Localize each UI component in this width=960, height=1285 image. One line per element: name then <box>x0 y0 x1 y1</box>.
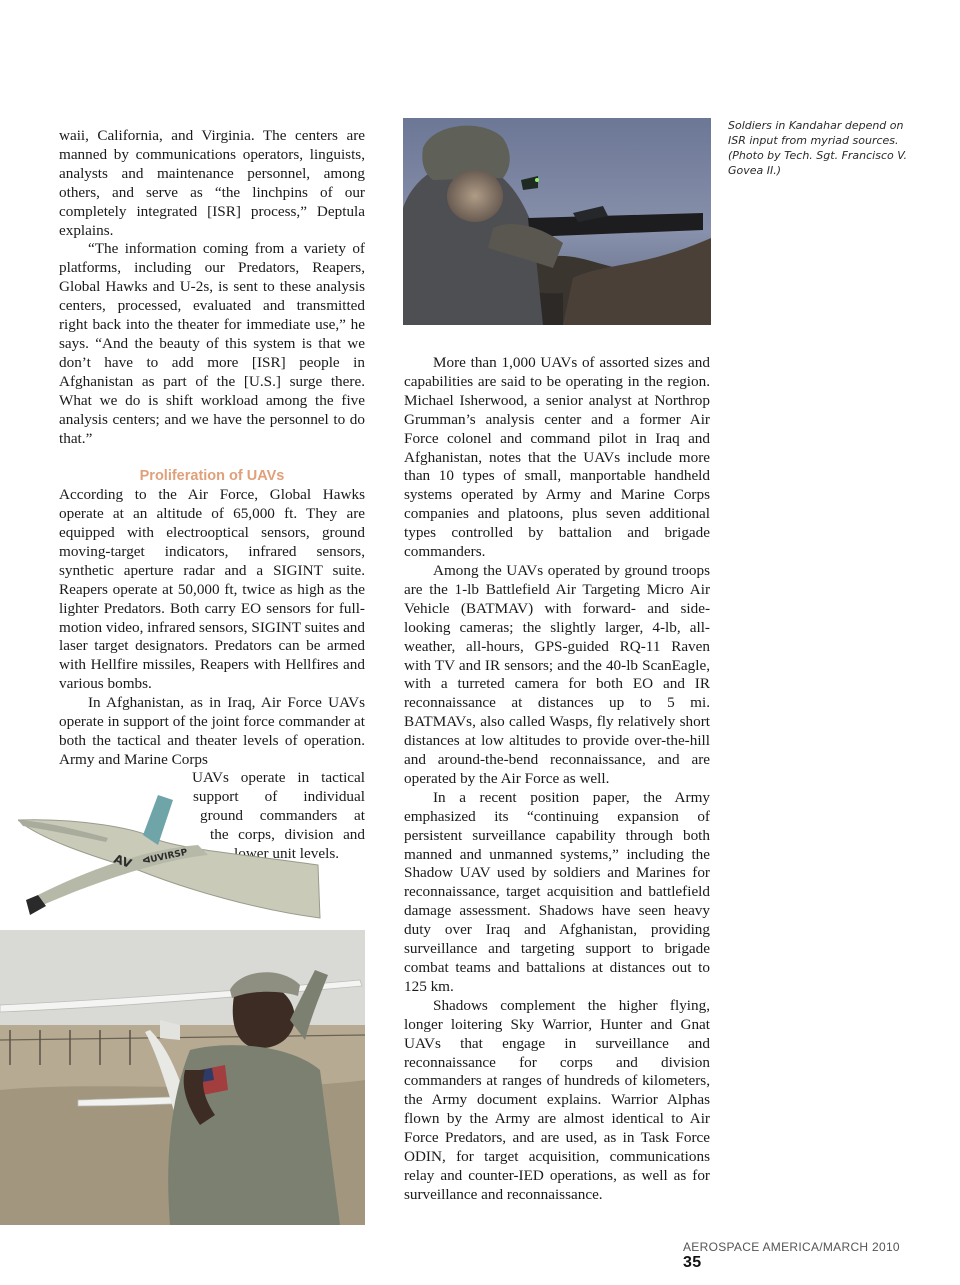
wrap-line-1: UAVs operate in tactical <box>192 769 365 786</box>
section-heading: Proliferation of UAVs <box>139 468 285 485</box>
photo-caption: Soldiers in Kandahar depend on ISR input from myriad sources. (Photo by Tech. Sgt. Francisco V. Govea II.) <box>728 119 907 177</box>
right-paragraph-1: More than 1,000 UAVs of assorted sizes and capabilities are said to be operating in the region. Michael Isherwood, a senior analyst at Northrop Grumman’s analysis center and a former Air Force colonel and command pilot in Iraq and Afghanistan, notes that the UAVs include more than 10 types of small, manportable handheld systems operated by Army and Marine Corps companies and platoons, plus seven additional types controlled by battalion and brigade commanders. <box>404 354 710 561</box>
footer-publication: AEROSPACE AMERICA/MARCH 2010 <box>683 1240 900 1254</box>
uav-launch-photo <box>0 930 365 1225</box>
page-footer <box>683 1240 913 1272</box>
soldier-photo <box>403 118 711 325</box>
left-paragraph-1: waii, California, and Virginia. The centers are manned by communications operators, linguists, analysts and maintenance personnel, among others, and serve as “the linchpins of our completely integrated [ISR] process,” Deptula explains. <box>59 127 365 239</box>
page-number: 35 <box>683 1254 702 1271</box>
uav-image <box>18 790 328 920</box>
uav-wing-text: AV <box>111 851 134 871</box>
right-column <box>404 354 710 1205</box>
left-paragraph-2: “The information coming from a variety of platforms, including our Predators, Reapers, Global Hawks and U-2s, is sent to these analysis centers, processed, evaluated and transmitted right back into the theater for immediate use,” he says. “And the beauty of this system is that we don’t have to add more [ISR] people in Afghanistan as part of the [U.S.] surge there. What we do is shift workload among the five analysis centers; and we have the personnel to do that.” <box>59 240 365 447</box>
wrap-line-3: ground commanders at <box>200 806 365 824</box>
uav-fuselage-text: ᐊUVIRSP <box>141 847 189 867</box>
left-paragraph-3: According to the Air Force, Global Hawks operate at an altitude of 65,000 ft. They are equipped with electrooptical sensors, ground moving-target indicators, infrared sensors, synthetic aperture radar and a SIGINT suite. Reapers operate at 50,000 ft, twice as high as the lighter Predators. Both carry EO sensors for full-motion video, infrared sensors, SIGINT suites and laser target designators. Predators can be armed with Hellfire missiles, Reapers with Hellfires and various bombs. <box>59 486 365 693</box>
right-paragraph-3: In a recent position paper, the Army emphasized its “continuing expansion of persistent surveillance capability through both manned and unmanned systems,” including the Shadow UAV used by soldiers and Marines for reconnaissance, target acquisition and battlefield damage assessment. Shadows have seen heavy duty over Iraq and Afghanistan, providing surveillance and targeting support to brigade combat teams and battalions at distances out to 125 km. <box>404 788 710 995</box>
wrap-line-4: the corps, division and <box>210 825 365 843</box>
left-column <box>59 127 365 770</box>
right-paragraph-2: Among the UAVs operated by ground troops are the 1-lb Battlefield Air Targeting Micro Air Vehicle (BATMAV) with forward- and side-looking cameras; the slightly larger, 4-lb, all-weather, all-hours, GPS-guided RQ-11 Raven with TV and IR sensors; and the 40-lb ScanEagle, with a turreted camera for both EO and IR reconnaissance at distances up to 5 mi. BATMAVs, also called Wasps, fly relatively short distances at low altitudes to provide over-the-hill and around-the-bend reconnaissance, and are operated by the Air Force as well. <box>404 561 710 787</box>
wrap-line-5: lower unit levels. <box>234 844 340 862</box>
wrap-line-2: support of individual <box>193 787 365 805</box>
right-paragraph-4: Shadows complement the higher flying, longer loitering Sky Warrior, Hunter and Gnat UAVs that engage in surveillance and reconnaissance for corps and division commanders at ranges of hundreds of kilometers, the Army document explains. Warrior Alphas flown by the Army are almost identical to Air Force Predators, and are used, as in Task Force ODIN, for target acquisition, communications relay and counter-IED operations, as well as for surveillance and reconnaissance. <box>404 996 710 1203</box>
left-paragraph-4: In Afghanistan, as in Iraq, Air Force UAVs operate in support of the joint force commander at both the tactical and theater levels of operation. Army and Marine Corps <box>59 694 365 768</box>
